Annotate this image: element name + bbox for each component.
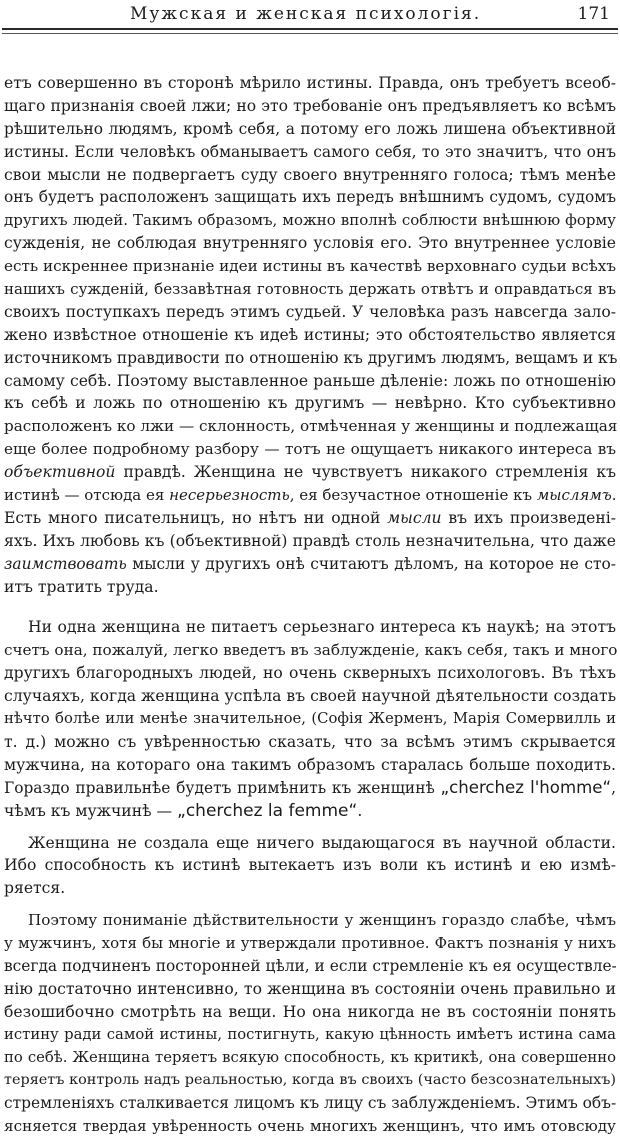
text-run: въ ихъ произведені-: [441, 508, 616, 527]
emphasis-text: мысли: [387, 508, 442, 527]
paragraph-2: [4, 616, 616, 822]
paragraph-gap: [4, 900, 616, 909]
text-line: Женщина не создала еще ничего выдающагося въ научной области.: [28, 833, 616, 852]
text-line: по себѣ. Женщина теряетъ всякую способность, къ критикѣ, она совершенно: [4, 1048, 616, 1066]
text-run: ,: [611, 778, 616, 797]
paragraph-1: [4, 72, 616, 598]
text-line: жено извѣстное отношеніе къ идеѣ истины; это обстоятельство является: [4, 325, 616, 344]
text-line: истину ради самой истины, постигнуть, какую цѣнность имѣетъ истина сама: [4, 1025, 616, 1043]
text-line: Ибо способность къ истинѣ вытекаетъ изъ воли къ истинѣ и ею измѣ-: [4, 856, 616, 875]
emphasis-text: несерьезность: [169, 486, 290, 505]
text-line: нѣчто болѣе или менѣе значительное, (Софія Жерменъ, Марія Сомервилль и: [4, 710, 616, 728]
text-run: чѣмъ къ мужчинѣ —: [4, 801, 178, 820]
page-body: [4, 72, 616, 1138]
text-line: итъ тратить труда.: [4, 577, 159, 596]
text-line: безошибочно смотрѣть на вещи. Но она никогда не въ состояніи понять: [4, 1002, 616, 1021]
emphasis-text: заимствовать: [4, 554, 127, 573]
text-line: счетъ она, пожалуй, легко введетъ въ заблужденіе, какъ себя, такъ и много: [4, 641, 618, 660]
text-line: ясняется твердая увѣренность очень многихъ женщинъ, что имъ отовсюду: [4, 1117, 616, 1136]
text-line: Поэтому пониманіе дѣйствительности у женщинъ гораздо слабѣе, чѣмъ: [28, 911, 616, 930]
text-run: , ея безучастное отношеніе къ: [289, 486, 537, 505]
text-line: [4, 461, 616, 484]
page-number: 171: [577, 4, 610, 24]
text-run: правдѣ. Женщина не чувствуетъ никакого стремленія къ: [115, 463, 616, 482]
header-rule: [2, 28, 618, 30]
text-line: расположенъ ко лжи — склонность, отмѣченная у женщины и подлежащая: [4, 417, 618, 436]
paragraph-gap: [4, 598, 616, 616]
text-line: истины. Если человѣкъ обманываетъ самого себя, то это значитъ, что онъ: [4, 142, 616, 161]
text-line: [4, 507, 616, 530]
text-line: источникомъ правдивости по отношенію къ другимъ людямъ, вещамъ и къ: [4, 348, 618, 367]
text-line: Ни одна женщина не питаетъ серьезнаго интереса къ наукѣ; на этотъ: [28, 618, 616, 637]
text-run: Гораздо правильнѣе будетъ примѣнить къ женщинѣ: [4, 778, 441, 797]
paragraph-4: [4, 909, 616, 1138]
emphasis-text: мыслямъ: [536, 486, 612, 505]
text-line: всегда подчиненъ посторонней цѣли, и если стремленіе къ ея осуществле-: [4, 956, 617, 975]
text-run: мысли у другихъ онѣ считаютъ дѣломъ, на которое не сто-: [126, 554, 616, 573]
text-line: [4, 777, 616, 800]
emphasis-text: объективной: [4, 463, 116, 482]
text-line: [4, 553, 616, 576]
text-line: есть искреннее признаніе идеи истины въ качествѣ верховнаго судьи всѣхъ: [4, 257, 616, 276]
text-line: самому себѣ. Поэтому выставленное раньше дѣленіе: ложь по отношенію: [4, 371, 616, 390]
text-run: истинѣ — отсюда ея: [4, 486, 170, 505]
text-line: теряетъ контроль надъ реальностью, когда въ своихъ (часто безсознательныхъ): [4, 1072, 616, 1089]
running-title: Мужская и женская психологія.: [130, 4, 482, 24]
text-line: ряется.: [4, 879, 66, 898]
text-line: етъ совершенно въ сторонѣ мѣрило истины. Правда, онъ требуетъ всеоб-: [4, 74, 616, 92]
latin-quote: „cherchez l'homme“: [440, 777, 612, 797]
text-run: .: [357, 801, 363, 820]
text-line: своихъ поступкахъ передъ этимъ судьей. У человѣка разъ навсегда зало-: [4, 302, 616, 321]
text-line: [4, 484, 616, 507]
latin-quote: „cherchez la femme“: [177, 800, 358, 821]
text-line: стремленіяхъ сталкивается лицомъ къ лицу съ заблужденіемъ. Этимъ объ-: [4, 1094, 617, 1113]
text-line: т. д.) можно съ увѣренностью сказать, что за всѣмъ этимъ скрывается: [4, 732, 616, 751]
paragraph-3: [4, 832, 616, 901]
text-run: .: [611, 486, 617, 505]
paragraph-gap: [4, 823, 616, 832]
text-line: онъ будетъ расположенъ защищать ихъ передъ внѣшнимъ судомъ, судомъ: [4, 188, 616, 207]
text-line: свои мысли не подвергаетъ суду своего внутренняго голоса; тѣмъ менѣе: [4, 165, 616, 184]
text-line: у мужчинъ, хотя бы многіе и утверждали противное. Фактъ познанія у нихъ: [4, 934, 616, 953]
text-line: нію достаточно интенсивно, то женщина въ состояніи очень правильно и: [4, 979, 616, 998]
header-rule-thin: [2, 33, 618, 34]
text-line: рѣшительно людямъ, кромѣ себя, а потому его ложь лишена объективной: [4, 119, 616, 138]
text-line: сужденія, не соблюдая внутренняго условія его. Это внутреннее условіе: [4, 234, 616, 253]
text-line: случаяхъ, когда женщина успѣла въ своей научной дѣятельности создать: [4, 687, 617, 706]
running-header: [10, 4, 610, 26]
text-run: Есть много писательницъ, но нѣтъ ни одной: [4, 508, 388, 527]
text-line: мужчина, на котораго она такимъ образомъ старалась больше походить.: [4, 755, 616, 774]
text-line: [4, 800, 616, 823]
text-line: къ себѣ и ложь по отношенію къ другимъ — невѣрно. Кто субъективно: [4, 394, 616, 413]
text-line: другихъ благородныхъ людей, но очень скверныхъ психологовъ. Въ тѣхъ: [4, 664, 616, 683]
text-line: яхъ. Ихъ любовь къ (объективной) правдѣ столь незначительна, что даже: [4, 531, 616, 550]
text-line: другихъ людей. Такимъ образомъ, можно вполнѣ соблюсти внѣшнюю форму: [4, 211, 616, 230]
text-line: нашихъ сужденій, беззавѣтная готовность держать отвѣтъ и оправдаться въ: [4, 280, 616, 299]
text-line: щаго признанія своей лжи; но это требованіе онъ предъявляетъ ко всѣмъ: [4, 96, 616, 115]
text-line: еще более подробному разбору — тотъ не ощущаетъ никакого интереса въ: [4, 440, 616, 459]
